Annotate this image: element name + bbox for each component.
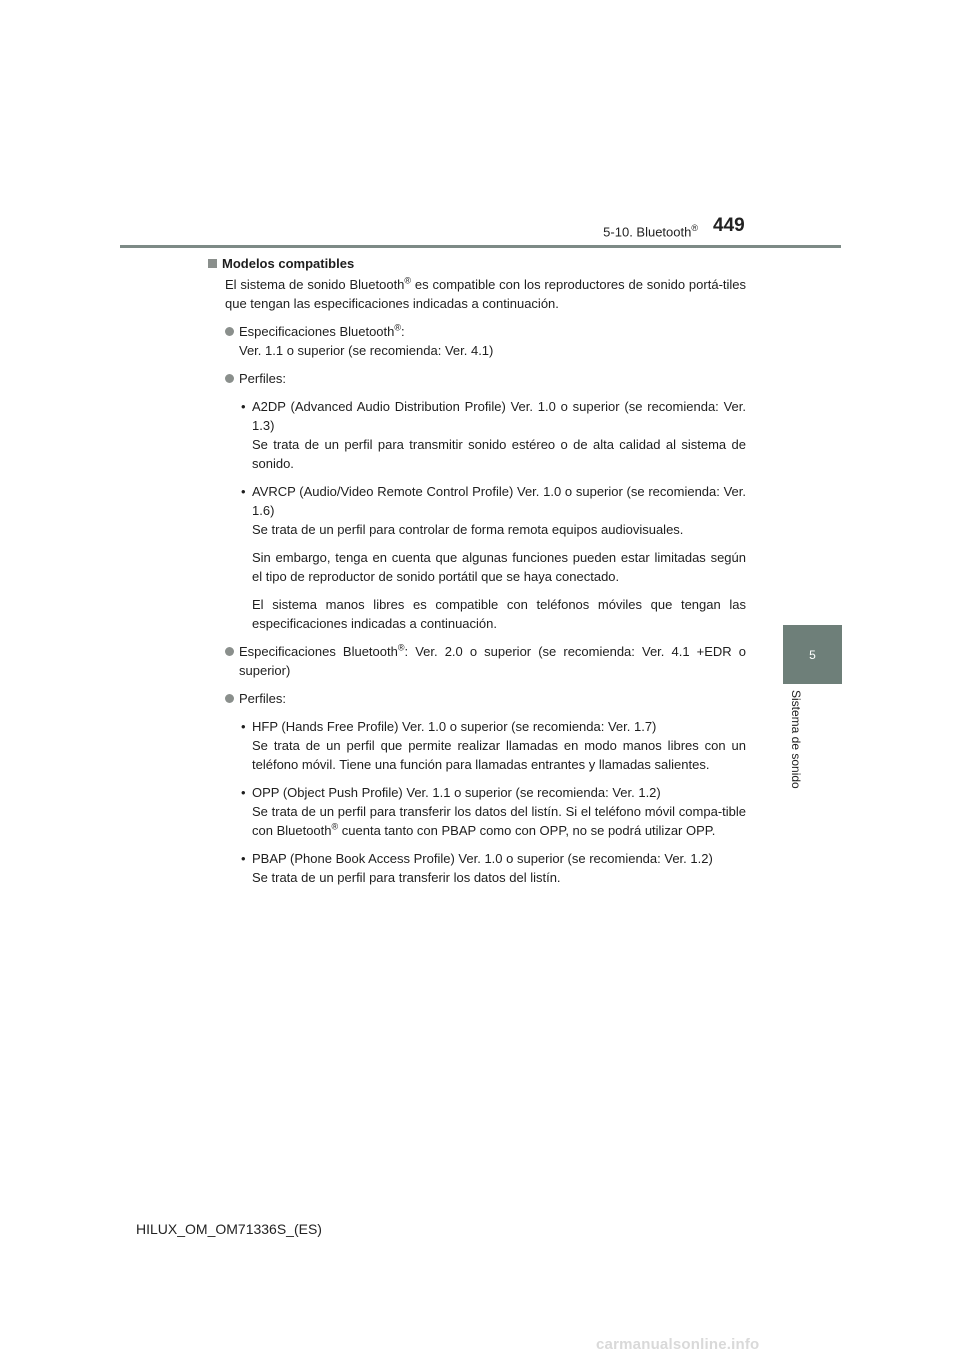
circle-bullet-icon — [225, 694, 234, 703]
running-header — [520, 223, 698, 239]
bullet-item: Perfiles: — [208, 689, 746, 708]
registered-mark: ® — [691, 223, 698, 233]
chapter-number: 5 — [809, 647, 816, 662]
intro-paragraph: El sistema de sonido Bluetooth® es compatible con los reproductores de sonido portá-tiles que tengan las especificaciones indicadas a continuación. — [225, 275, 747, 311]
note-paragraph: Sin embargo, tenga en cuenta que algunas funciones pueden estar limitadas según el tipo de reproductor de sonido portátil que se haya conectado. — [252, 550, 746, 584]
profile-item: • HFP (Hands Free Profile) Ver. 1.0 o superior (se recomienda: Ver. 1.7) Se trata de un perfil que permite realizar llamadas en modo manos libres con un teléfono móvil. Tiene una función para llamadas entrantes y llamadas salientes. — [241, 719, 746, 772]
bullet-item: Especificaciones Bluetooth®: Ver. 2.0 o superior (se recomienda: Ver. 4.1 +EDR o superior) — [208, 642, 746, 680]
chapter-label: Sistema de sonido — [789, 690, 803, 789]
watermark: carmanualsonline.info — [596, 1336, 760, 1353]
note-paragraph: El sistema manos libres es compatible con teléfonos móviles que tengan las especificaciones indicadas a continuación. — [252, 597, 746, 631]
circle-bullet-icon — [225, 374, 234, 383]
page-number: 449 — [713, 215, 745, 236]
profile-item: • PBAP (Phone Book Access Profile) Ver. 1.0 o superior (se recomienda: Ver. 1.2) Se trata de un perfil para transferir los datos del listín. — [241, 851, 713, 885]
bullet-item: Perfiles: — [208, 369, 746, 388]
document-code: HILUX_OM_OM71336S_(ES) — [136, 1221, 322, 1237]
square-bullet-icon — [208, 259, 217, 268]
section-title: 5-10. Bluetooth — [603, 224, 692, 240]
main-content — [208, 254, 746, 887]
chapter-tab — [783, 625, 842, 684]
profile-item: • AVRCP (Audio/Video Remote Control Profile) Ver. 1.0 o superior (se recomienda: Ver. 1.6) Se trata de un perfil para controlar de forma remota equipos audiovisuales. — [241, 484, 746, 537]
header-rule — [120, 245, 841, 248]
circle-bullet-icon — [225, 647, 234, 656]
section-heading: Modelos compatibles — [208, 254, 746, 273]
profile-item: • A2DP (Advanced Audio Distribution Profile) Ver. 1.0 o superior (se recomienda: Ver. 1.3) Se trata de un perfil para transmitir sonido estéreo o de alta calidad al sistema de sonido. — [241, 399, 746, 471]
profile-item: • OPP (Object Push Profile) Ver. 1.1 o superior (se recomienda: Ver. 1.2) Se trata de un perfil para transferir los datos del listín. Si el teléfono móvil compa-tible con Bluetooth® cuenta tanto con PBAP como con OPP, no se podrá utilizar OPP. — [241, 785, 746, 838]
circle-bullet-icon — [225, 327, 234, 336]
bullet-item: Especificaciones Bluetooth®: Ver. 1.1 o superior (se recomienda: Ver. 4.1) — [208, 322, 746, 360]
